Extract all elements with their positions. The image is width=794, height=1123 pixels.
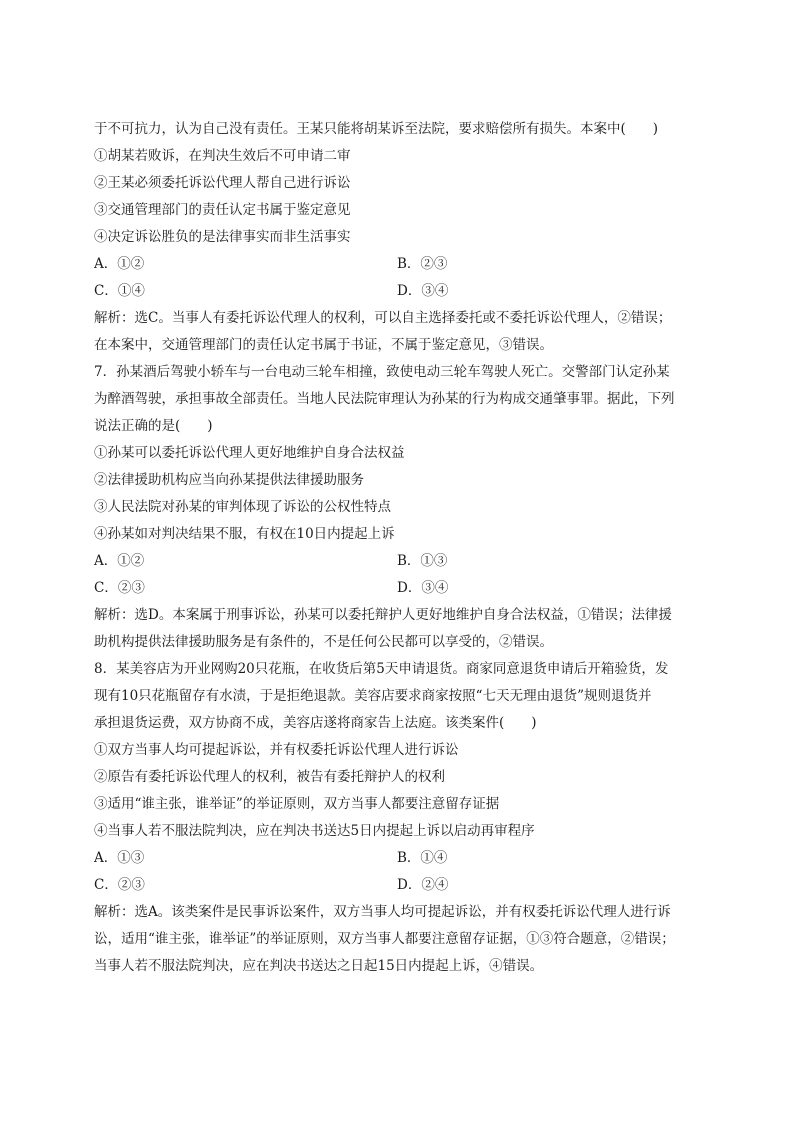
question-stem: 为醉酒驾驶，承担事故全部责任。当地人民法院审理认为孙某的行为构成交通肇事罪。据此，下列: [94, 391, 675, 407]
question-stem: 7．孙某酒后驾驶小轿车与一台电动三轮车相撞，致使电动三轮车驾驶人死亡。交警部门认定孙某: [94, 364, 670, 380]
statement: ②王某必须委托诉讼代理人帮自己进行诉讼: [94, 175, 351, 191]
option-c[interactable]: C．①④: [94, 283, 145, 299]
analysis-text: 解析：选C。当事人有委托诉讼代理人的权利，可以自主选择委托或不委托诉讼代理人，②错误；: [94, 310, 672, 326]
question-stem: 说法正确的是( ): [94, 418, 213, 434]
statement: ④决定诉讼胜负的是法律事实而非生活事实: [94, 229, 351, 245]
statement: ③适用“谁主张，谁举证”的举证原则，双方当事人都要注意留存证据: [94, 796, 500, 812]
options-row: [94, 278, 706, 305]
analysis-text: 当事人若不服法院判决，应在判决书送达之日起15日内提起上诉，④错误。: [94, 958, 544, 974]
statement: ①孙某可以委托诉讼代理人更好地维护自身合法权益: [94, 445, 405, 461]
option-b[interactable]: B．①③: [397, 553, 448, 569]
option-b[interactable]: B．②③: [397, 256, 448, 272]
statement: ④当事人若不服法院判决，应在判决书送达5日内提起上诉以启动再审程序: [94, 823, 535, 839]
option-a[interactable]: A．①③: [94, 850, 145, 866]
analysis-text: 讼，适用“谁主张，谁举证”的举证原则，双方当事人都要注意留存证据，①③符合题意，②错误；: [94, 931, 675, 947]
statement: ①胡某若败诉，在判决生效后不可申请二审: [94, 148, 351, 164]
option-d[interactable]: D．③④: [397, 283, 449, 299]
options-row: [94, 872, 706, 899]
option-c[interactable]: C．②③: [94, 877, 145, 893]
analysis-text: 解析：选D。本案属于刑事诉讼，孙某可以委托辩护人更好地维护自身合法权益，①错误；法律援: [94, 607, 672, 623]
options-row: [94, 251, 706, 278]
document-page: [94, 116, 706, 980]
option-d[interactable]: D．②④: [397, 877, 449, 893]
statement: ①双方当事人均可提起诉讼，并有权委托诉讼代理人进行诉讼: [94, 742, 459, 758]
statement: ②原告有委托诉讼代理人的权利，被告有委托辩护人的权利: [94, 769, 445, 785]
option-c[interactable]: C．②③: [94, 580, 145, 596]
question-7: [94, 359, 706, 656]
analysis-text: 在本案中，交通管理部门的责任认定书属于书证，不属于鉴定意见，③错误。: [94, 337, 553, 353]
question-6: [94, 116, 706, 359]
option-a[interactable]: A．①②: [94, 256, 145, 272]
question-stem: 现有10只花瓶留存有水渍，于是拒绝退款。美容店要求商家按照“七天无理由退货”规则退货并: [94, 688, 652, 704]
options-row: [94, 548, 706, 575]
options-row: [94, 845, 706, 872]
statement: ③交通管理部门的责任认定书属于鉴定意见: [94, 202, 351, 218]
analysis-text: 助机构提供法律援助服务是有条件的，不是任何公民都可以享受的，②错误。: [94, 634, 553, 650]
option-b[interactable]: B．①④: [397, 850, 448, 866]
question-8: [94, 656, 706, 980]
options-row: [94, 575, 706, 602]
statement: ④孙某如对判决结果不服，有权在10日内提起上诉: [94, 526, 395, 542]
statement: ②法律援助机构应当向孙某提供法律援助服务: [94, 472, 364, 488]
option-a[interactable]: A．①②: [94, 553, 145, 569]
analysis-text: 解析：选A。该类案件是民事诉讼案件，双方当事人均可提起诉讼，并有权委托诉讼代理人进行诉: [94, 904, 671, 920]
statement: ③人民法院对孙某的审判体现了诉讼的公权性特点: [94, 499, 391, 515]
question-stem: 8．某美容店为开业网购20只花瓶，在收货后第5天申请退货。商家同意退货申请后开箱验货，发: [94, 661, 669, 677]
question-stem: 承担退货运费，双方协商不成，美容店遂将商家告上法庭。该类案件( ): [94, 715, 537, 731]
question-stem: 于不可抗力，认为自己没有责任。王某只能将胡某诉至法院，要求赔偿所有损失。本案中( ): [94, 121, 659, 137]
option-d[interactable]: D．③④: [397, 580, 449, 596]
